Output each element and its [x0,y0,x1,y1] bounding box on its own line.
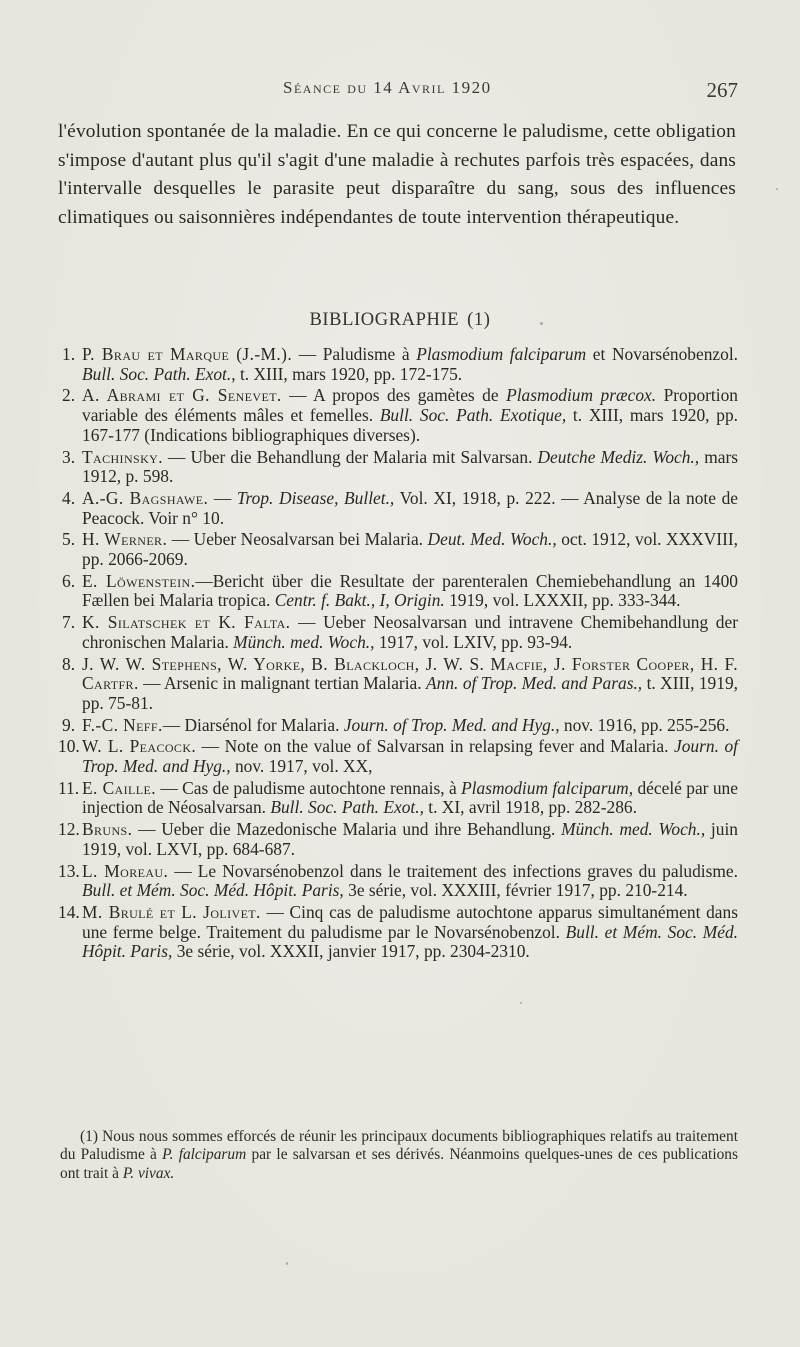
entry-title: —Bericht über die Resultate der parenteralen Chemiebehandlung an 1400 Fællen bei Malaria tropica. [82,570,738,611]
paper-speck [286,1262,288,1265]
entry-number: 14. [58,901,80,922]
bibliography-entry [58,572,738,611]
entry-journal: Bull. et Mém. Soc. Méd. Hôpit. Paris, [82,880,344,901]
bibliography-footnote-ref: (1) [467,310,491,330]
entry-journal: Bull. et Mém. Soc. Méd. Hôpit. Paris, [82,921,738,962]
bibliography-list [58,345,738,964]
entry-journal: Bull. Soc. Path. Exot., [270,797,424,818]
entry-title: — Ueber Neosalvarsan und intravene Chemibehandlung der chronischen Malaria. [82,612,739,652]
entry-title-rest: Proportion variable des éléments mâles et femelles. [82,385,738,426]
bibliography-heading-text: BIBLIOGRAPHIE [309,310,460,330]
entry-number: 7. [62,612,76,633]
entry-number: 5. [62,529,76,550]
entry-title: — Note on the value of Salvarsan in relapsing fever and Malaria. [196,736,675,757]
entry-journal: Deut. Med. Woch., [427,529,557,550]
entry-title: — Ueber die Mazedonische Malaria und ihre Behandlung. [132,819,562,840]
entry-journal: Münch. med. Woch., [233,631,375,652]
entry-authors: K. Silatschek et K. Falta. [82,612,291,633]
entry-title: — A propos des gamètes de [281,385,507,406]
bibliography-entry [58,386,738,445]
entry-title-rest: décelé par une injection de Néosalvarsan. [82,777,738,818]
entry-citation: oct. 1912, vol. XXXVIII, pp. 2066-2069. [82,529,739,570]
entry-citation: 1917, vol. LXIV, pp. 93-94. [374,631,573,652]
entry-number: 1. [62,344,76,364]
entry-authors: Bruns. [82,819,133,840]
footnote-mark: (1) [80,1128,98,1145]
entry-citation: 3e série, vol. XXXIII, février 1917, pp. 210-214. [343,880,688,901]
entry-number: 4. [62,487,76,508]
entry-citation: 3e série, vol. XXXII, janvier 1917, pp. 2304-2310. [172,941,530,962]
entry-number: 9. [62,714,76,735]
entry-citation: mars 1912, p. 598. [82,446,739,487]
running-header [0,74,800,104]
bibliography-entry [58,530,738,569]
entry-citation: Vol. XI, 1918, p. 222. — Analyse de la note de Peacock. Voir n° 10. [82,487,738,528]
entry-title: — Cas de paludisme autochtone rennais, à [155,777,462,798]
entry-journal: Bull. Soc. Path. Exot., [82,363,236,384]
entry-authors: J. W. W. Stephens, W. Yorke, B. Blackloch, J. W. S. Macfie, J. Forster Cooper, H. F. Cartfr. [82,653,738,694]
intro-paragraph-block [58,118,736,232]
entry-number: 2. [62,385,76,406]
paper-speck [540,322,543,325]
entry-title: — [208,487,237,508]
entry-title-rest: et Novarsénobenzol. [586,344,739,364]
bibliography-entry [58,345,738,384]
entry-species: Plasmodium falciparum, [461,777,634,798]
entry-citation: juin 1919, vol. LXVI, pp. 684-687. [82,819,738,859]
entry-authors: P. Brau et Marque (J.-M.). [82,344,293,364]
bibliography-entry [58,820,738,859]
entry-authors: E. Caille. [82,777,156,798]
bibliography-entry [58,448,738,487]
intro-paragraph: l'évolution spontanée de la maladie. En ce qui concerne le paludisme, cette obligation s'impose d'autant plus qu'il s'agit d'une maladie à rechutes parfois très espacées, dans l'intervalle desquelles le parasite peut disparaître du sang, sous des influences climatiques ou saisonnières indépendantes de toute intervention thérapeutique. [58,121,736,228]
entry-journal: Trop. Disease, Bullet., [236,487,395,508]
entry-title: — Paludisme à [292,344,417,364]
entry-authors: A.-G. Bagshawe. [82,487,209,508]
entry-authors: Tachinsky. [82,446,163,467]
entry-number: 3. [62,446,76,467]
entry-citation: nov. 1916, pp. 255-256. [559,714,730,735]
entry-number: 6. [62,570,76,591]
paper-speck [776,188,778,190]
running-title: Séance du 14 Avril 1920 [283,78,492,97]
page-number: 267 [706,78,738,102]
entry-journal: Journ. of Trop. Med. and Hyg., [82,736,738,777]
footnote [60,1128,738,1183]
entry-authors: A. Abrami et G. Senevet. [82,385,282,406]
entry-species: Plasmodium præcox. [506,385,657,406]
footnote-text: Nous nous sommes efforcés de réunir les principaux documents bibliographiques relatifs au traitement du Paludisme à [60,1128,738,1164]
footnote-species-1: P. falciparum [162,1146,247,1164]
entry-authors: L. Moreau. [82,860,169,881]
paper-speck [520,1002,522,1004]
entry-authors: W. L. Peacock. [82,736,197,757]
entry-journal: Bull. Soc. Path. Exotique, [379,405,567,426]
bibliography-entry [58,613,738,652]
bibliography-entry [58,779,738,818]
footnote-text-continued: par le salvarsan et ses dérivés. Néanmoins quelques-unes de ces publications ont trait à [60,1146,738,1182]
entry-title: — Le Novarsénobenzol dans le traitement des infections graves du paludisme. [168,860,738,881]
entry-authors: F.-C. Neff. [82,714,163,735]
bibliography-entry [58,716,738,736]
entry-citation: t. XIII, 1919, pp. 75-81. [82,673,738,713]
entry-citation: t. XIII, mars 1920, pp. 167-177 (Indications bibliographiques diverses). [82,405,739,445]
entry-authors: H. Werner. [82,529,168,550]
entry-journal: Deutche Mediz. Woch., [537,446,700,467]
entry-authors: M. Brulé et L. Jolivet. [82,901,261,922]
entry-authors: E. Löwenstein. [82,570,196,591]
footnote-species-2: P. vivax. [122,1164,175,1182]
bibliography-entry [58,862,738,901]
entry-journal: Centr. f. Bakt., I, Origin. [274,590,445,611]
entry-number: 10. [58,736,80,757]
entry-title: — Uber die Behandlung der Malaria mit Salvarsan. [162,446,538,467]
entry-journal: Journ. of Trop. Med. and Hyg., [343,714,560,735]
bibliography-entry [58,489,738,528]
entry-title: — Arsenic in malignant tertian Malaria. [138,673,427,694]
entry-citation: nov. 1917, vol. XX, [230,756,373,777]
entry-number: 8. [62,653,76,674]
entry-citation: t. XIII, mars 1920, pp. 172-175. [235,363,463,384]
entry-title: — Ueber Neosalvarsan bei Malaria. [167,529,428,550]
entry-citation: t. XI, avril 1918, pp. 282-286. [423,797,637,818]
bibliography-entry [58,737,738,776]
bibliography-entry [58,903,738,962]
entry-number: 12. [58,819,80,840]
entry-title: — Cinq cas de paludisme autochtone apparus simultanément dans une ferme belge. Traitement du paludisme par le Novarsénobenzol. [82,901,738,942]
bibliography-heading [0,310,800,331]
entry-number: 13. [58,860,80,881]
entry-title: — Diarsénol for Malaria. [162,714,344,735]
bibliography-entry [58,655,738,714]
entry-citation: 1919, vol. LXXXII, pp. 333-344. [444,590,681,611]
entry-journal: Ann. of Trop. Med. and Paras., [426,673,643,694]
entry-number: 11. [58,777,80,798]
entry-journal: Münch. med. Woch., [561,819,706,840]
entry-species: Plasmodium falciparum [416,344,587,364]
